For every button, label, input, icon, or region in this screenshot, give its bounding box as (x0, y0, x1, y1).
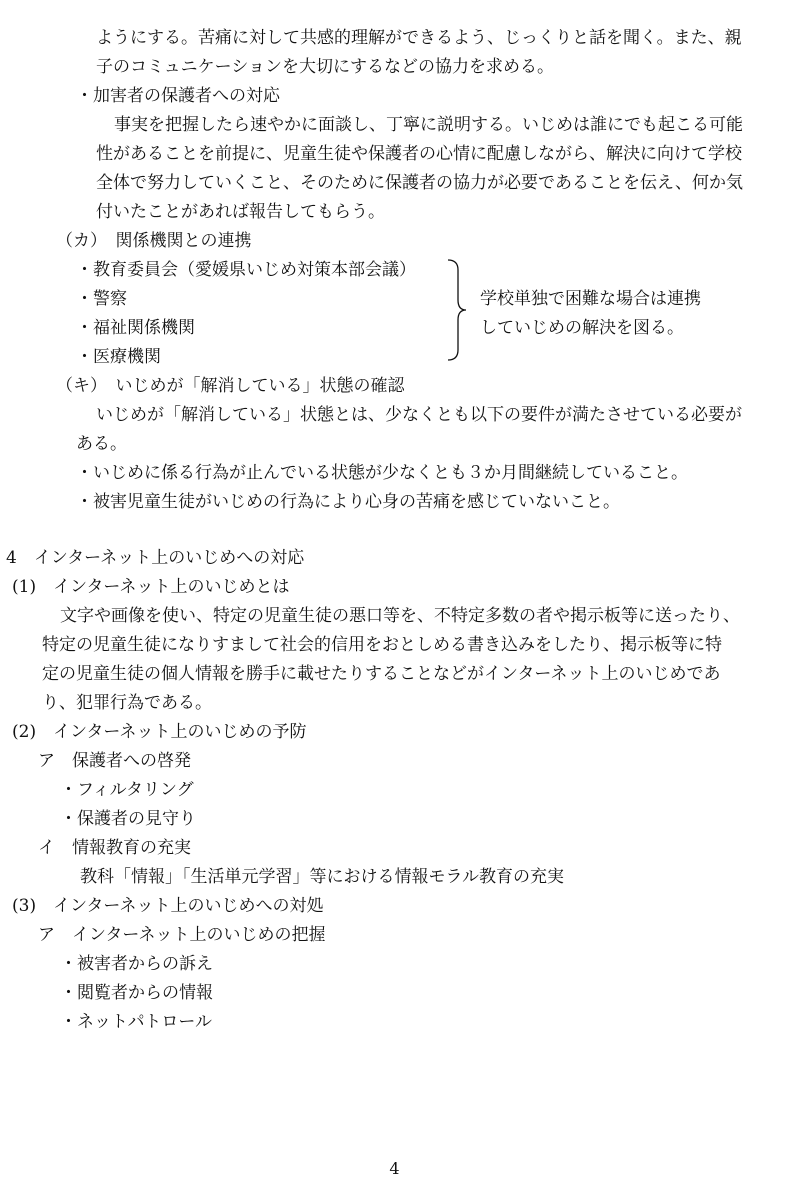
list-item: ・ネットパトロール (60, 1012, 212, 1032)
list-item: ・閲覧者からの情報 (60, 983, 213, 1003)
list-item: ・福祉関係機関 (76, 318, 195, 338)
chapter-heading: 4 インターネット上のいじめへの対応 (6, 548, 305, 568)
brace-note: していじめの解決を図る。 (480, 318, 684, 338)
right-brace (446, 258, 468, 362)
paragraph-line: 特定の児童生徒になりすまして社会的信用をおとしめる書き込みをしたり、掲示板等に特 (42, 635, 722, 655)
paragraph-line: 性があることを前提に、児童生徒や保護者の心情に配慮しながら、解決に向けて学校 (96, 144, 742, 164)
paragraph-line: ある。 (76, 434, 127, 454)
list-item: ・教育委員会（愛媛県いじめ対策本部会議） (76, 260, 416, 280)
subsection-heading: (1) インターネット上のいじめとは (12, 577, 290, 597)
paragraph-line: 事実を把握したら速やかに面談し、丁寧に説明する。いじめは誰にでも起こる可能 (114, 115, 743, 135)
item-heading: ア インターネット上のいじめの把握 (38, 925, 326, 945)
list-item: ・保護者の見守り (60, 809, 196, 829)
page-number: 4 (389, 1159, 400, 1178)
list-item: ・いじめに係る行為が止んでいる状態が少なくとも３か月間継続していること。 (76, 463, 688, 483)
paragraph-line: ようにする。苦痛に対して共感的理解ができるよう、じっくりと話を聞く。また、親 (96, 28, 742, 48)
section-heading: （キ） いじめが「解消している」状態の確認 (56, 376, 405, 396)
paragraph-line: いじめが「解消している」状態とは、少なくとも以下の要件が満たさせている必要が (96, 405, 742, 425)
list-item: ・被害者からの訴え (60, 954, 213, 974)
bullet-heading: ・加害者の保護者への対応 (76, 86, 280, 106)
paragraph-line: り、犯罪行為である。 (42, 693, 212, 713)
list-item: ・医療機関 (76, 347, 161, 367)
paragraph-line: 付いたことがあれば報告してもらう。 (96, 202, 385, 222)
subsection-heading: (2) インターネット上のいじめの予防 (12, 722, 307, 742)
paragraph-line: 文字や画像を使い、特定の児童生徒の悪口等を、不特定多数の者や掲示板等に送ったり、 (60, 606, 740, 626)
item-heading: ア 保護者への啓発 (38, 751, 191, 771)
item-heading: イ 情報教育の充実 (38, 838, 191, 858)
list-item: ・フィルタリング (60, 780, 194, 800)
paragraph-line: 子のコミュニケーションを大切にするなどの協力を求める。 (96, 57, 554, 77)
paragraph-line: 全体で努力していくこと、そのために保護者の協力が必要であることを伝え、何か気 (96, 173, 744, 193)
brace-note: 学校単独で困難な場合は連携 (480, 289, 701, 309)
paragraph-line: 定の児童生徒の個人情報を勝手に載せたりすることなどがインターネット上のいじめであ (42, 664, 721, 684)
section-heading: （カ） 関係機関との連携 (56, 231, 252, 251)
list-item: ・被害児童生徒がいじめの行為により心身の苦痛を感じていないこと。 (76, 492, 620, 512)
paragraph-line: 教科「情報」「生活単元学習」等における情報モラル教育の充実 (80, 867, 564, 887)
subsection-heading: (3) インターネット上のいじめへの対処 (12, 896, 324, 916)
list-item: ・警察 (76, 289, 127, 309)
